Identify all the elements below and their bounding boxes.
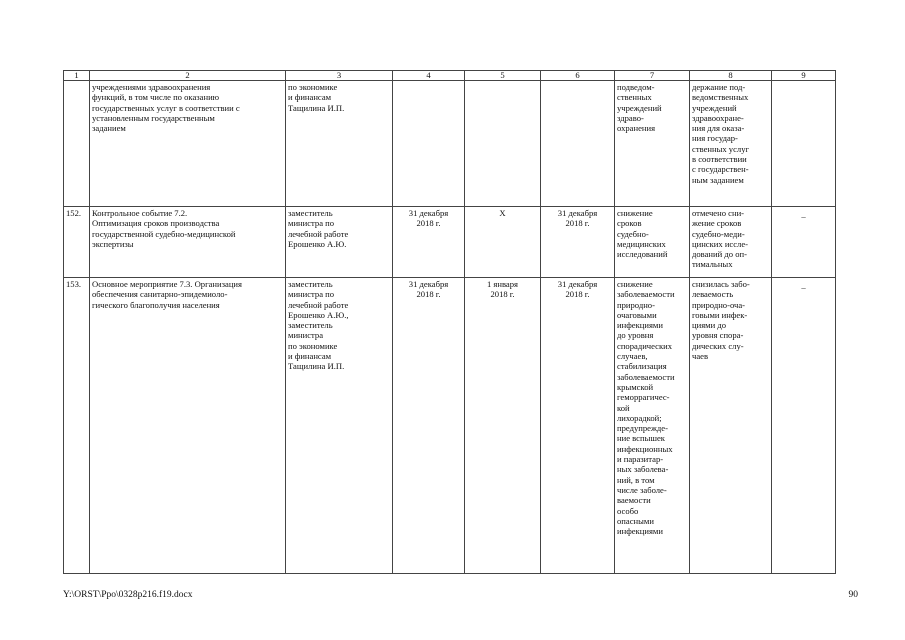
cell-line: снижение	[617, 208, 653, 218]
cell-line: Ерошенко А.Ю.,	[288, 309, 349, 320]
cell-line: и финансам	[288, 92, 332, 103]
cell-line: и паразитар-	[617, 454, 664, 465]
cell-line: заместитель	[288, 208, 333, 218]
actual-start	[465, 81, 541, 207]
cell-line: числе заболе-	[617, 484, 667, 495]
cell-line: 2018 г.	[490, 289, 515, 300]
actual-start	[465, 278, 541, 574]
cell-line: отмечено сни-	[692, 208, 745, 218]
cell-line: дических слу-	[692, 340, 744, 351]
cell-line: чаев	[692, 351, 709, 362]
cell-line: ние вспышек	[617, 433, 665, 444]
cell-line: лихорадкой;	[617, 412, 662, 423]
planned-end	[541, 81, 615, 207]
cell-line: по экономике	[288, 340, 338, 351]
cell-line: по экономике	[288, 82, 338, 92]
cell-line: государственной судебно-медицинской	[92, 228, 236, 239]
cell-line: ных заболева-	[617, 464, 669, 475]
cell-line: установленным государственным	[92, 112, 215, 123]
cell-line: цинских иссле-	[692, 238, 749, 249]
cell-line: снизилась забо-	[692, 279, 750, 289]
cell-line: ведомственных	[692, 92, 749, 103]
cell-line: 31 декабря	[557, 279, 598, 289]
cell-line: снижение	[617, 279, 653, 289]
page-number: 90	[848, 590, 858, 600]
table-row	[64, 81, 836, 207]
cell-line: до уровня	[617, 330, 654, 341]
cell-line: учреждениями здравоохранения	[92, 82, 211, 92]
column-number-row	[64, 71, 836, 81]
planned-end	[541, 207, 615, 278]
row-number	[64, 81, 90, 207]
cell-line: 2018 г.	[565, 218, 590, 229]
expected-result	[615, 207, 690, 278]
column-number: 4	[393, 71, 465, 81]
cell-line: сроков	[617, 218, 642, 229]
cell-line: инфекциями	[617, 526, 663, 537]
cell-line: заместитель	[288, 279, 333, 289]
cell-line: природно-	[617, 299, 655, 310]
cell-line: ваемости	[617, 495, 651, 506]
cell-line: заболеваемости	[617, 371, 675, 382]
cell-line: лечебной работе	[288, 299, 349, 310]
row-number: 153.	[64, 278, 90, 574]
cell-line: циями до	[692, 320, 727, 331]
cell-line: Контрольное событие 7.2.	[92, 208, 188, 218]
cell-line: Оптимизация сроков производства	[92, 218, 220, 229]
cell-line: здраво-	[617, 112, 644, 123]
column-number: 8	[690, 71, 772, 81]
cell-line: Ерошенко А.Ю.	[288, 238, 347, 249]
cell-line: заместитель	[288, 320, 333, 331]
cell-line: 31 декабря	[408, 279, 449, 289]
cell-line: инфекциями	[617, 320, 663, 331]
cell-line: судебно-меди-	[692, 228, 745, 239]
row-number: 152.	[64, 207, 90, 278]
measure-name	[90, 81, 286, 207]
cell-line: 31 декабря	[557, 208, 598, 218]
cell-line: судебно-	[617, 228, 649, 239]
column-number: 3	[286, 71, 393, 81]
actual-result	[690, 278, 772, 574]
column-number: 6	[541, 71, 615, 81]
column-number: 1	[64, 71, 90, 81]
responsible-person	[286, 81, 393, 207]
cell-line: в соответствии	[692, 154, 747, 165]
cell-line: министра	[288, 330, 324, 341]
cell-line: леваемость	[692, 289, 734, 300]
problems	[772, 81, 836, 207]
cell-line: геморрагичес-	[617, 392, 670, 403]
document-path: Y:\ORST\Ppo\0328p216.f19.docx	[63, 590, 193, 600]
column-number: 2	[90, 71, 286, 81]
column-number: 5	[465, 71, 541, 81]
cell-line: охранения	[617, 123, 656, 134]
cell-line: ния для оказа-	[692, 123, 745, 134]
cell-line: Тащилина И.П.	[288, 361, 345, 372]
cell-line: 2018 г.	[565, 289, 590, 300]
cell-line: функций, в том числе по оказанию	[92, 92, 220, 103]
cell-line: ний, в том	[617, 474, 655, 485]
cell-line: 31 декабря	[408, 208, 449, 218]
cell-line: природно-оча-	[692, 299, 746, 310]
responsible-person	[286, 278, 393, 574]
cell-line: говыми инфек-	[692, 309, 748, 320]
cell-line: гического благополучия населения	[92, 299, 220, 310]
cell-line: ственных услуг	[692, 143, 750, 154]
cell-line: Основное мероприятие 7.3. Организация	[92, 279, 242, 289]
cell-line: жение сроков	[692, 218, 742, 229]
cell-line: крымской	[617, 381, 654, 392]
expected-result	[615, 278, 690, 574]
table-row	[64, 278, 836, 574]
actual-result	[690, 207, 772, 278]
cell-line: случаев,	[617, 351, 648, 362]
cell-line: министра по	[288, 289, 335, 300]
cell-line: спорадических	[617, 340, 673, 351]
cell-line: ственных	[617, 92, 652, 103]
cell-line: ния государ-	[692, 133, 738, 144]
measures-table	[63, 70, 836, 574]
cell-line: держание под-	[692, 82, 746, 92]
responsible-person	[286, 207, 393, 278]
cell-line: опасными	[617, 515, 654, 526]
planned-start	[393, 81, 465, 207]
column-number: 9	[772, 71, 836, 81]
cell-line: подведом-	[617, 82, 655, 92]
cell-line: медицинских	[617, 238, 666, 249]
cell-line: заданием	[92, 123, 126, 134]
cell-line: предупрежде-	[617, 423, 668, 434]
expected-result	[615, 81, 690, 207]
cell-line: и финансам	[288, 351, 332, 362]
cell-line: Х	[499, 208, 506, 218]
cell-line: обеспечения санитарно-эпидемиоло-	[92, 289, 228, 300]
cell-line: экспертизы	[92, 238, 134, 249]
planned-start	[393, 207, 465, 278]
cell-line: учреждений	[617, 102, 662, 113]
cell-line: инфекционных	[617, 443, 673, 454]
measure-name	[90, 278, 286, 574]
cell-line: государственных услуг в соответствии с	[92, 102, 240, 113]
cell-line: исследований	[617, 249, 668, 260]
table-row	[64, 207, 836, 278]
cell-line: кой	[617, 402, 630, 413]
cell-line: дований до оп-	[692, 249, 747, 260]
cell-line: учреждений	[692, 102, 737, 113]
actual-start	[465, 207, 541, 278]
cell-line: 2018 г.	[416, 289, 441, 300]
cell-line: 2018 г.	[416, 218, 441, 229]
cell-line: Тащилина И.П.	[288, 102, 345, 113]
planned-end	[541, 278, 615, 574]
cell-line: особо	[617, 505, 639, 516]
cell-line: ным заданием	[692, 174, 744, 185]
cell-line: здравоохране-	[692, 112, 744, 123]
cell-line: лечебной работе	[288, 228, 349, 239]
cell-line: министра по	[288, 218, 335, 229]
problems: –	[772, 207, 836, 278]
cell-line: 1 января	[486, 279, 518, 289]
cell-line: очаговыми	[617, 309, 657, 320]
planned-start	[393, 278, 465, 574]
actual-result	[690, 81, 772, 207]
cell-line: уровня спора-	[692, 330, 744, 341]
cell-line: стабилизация	[617, 361, 667, 372]
cell-line: с государствен-	[692, 164, 749, 175]
problems: –	[772, 278, 836, 574]
column-number: 7	[615, 71, 690, 81]
cell-line: заболеваемости	[617, 289, 675, 300]
measure-name	[90, 207, 286, 278]
cell-line: тимальных	[692, 259, 733, 270]
